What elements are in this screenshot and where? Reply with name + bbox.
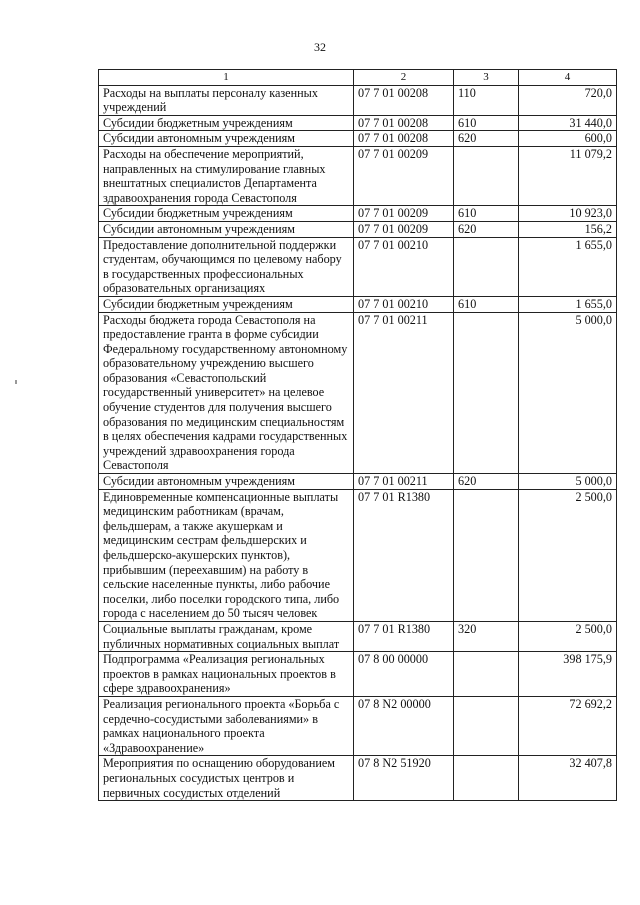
row-name: Расходы на обеспечение мероприятий, направленных на стимулирование главных внештатных специалистов Департамента здравоохранения города Севастополя (99, 146, 354, 205)
row-code: 07 7 01 00209 (354, 221, 454, 237)
row-code: 07 7 01 00210 (354, 237, 454, 296)
row-name: Субсидии бюджетным учреждениям (99, 206, 354, 222)
row-code: 07 7 01 R1380 (354, 489, 454, 621)
table-row (99, 489, 617, 621)
row-amount: 5 000,0 (519, 474, 617, 490)
row-type (454, 652, 519, 697)
row-type: 620 (454, 131, 519, 147)
table-row (99, 696, 617, 755)
row-type: 620 (454, 221, 519, 237)
row-type: 610 (454, 115, 519, 131)
row-amount: 5 000,0 (519, 312, 617, 474)
table-row (99, 756, 617, 801)
row-name: Предоставление дополнительной поддержки студентам, обучающимся по целевому набору в государственных профессиональных образовательных организациях (99, 237, 354, 296)
row-amount: 2 500,0 (519, 489, 617, 621)
row-code: 07 8 N2 51920 (354, 756, 454, 801)
row-type (454, 237, 519, 296)
header-row (99, 70, 617, 86)
table-row (99, 85, 617, 115)
row-code: 07 7 01 00209 (354, 146, 454, 205)
table-row (99, 474, 617, 490)
row-name: Субсидии автономным учреждениям (99, 221, 354, 237)
table-row (99, 221, 617, 237)
row-amount: 2 500,0 (519, 621, 617, 651)
row-type: 620 (454, 474, 519, 490)
row-type (454, 146, 519, 205)
row-code: 07 7 01 00210 (354, 296, 454, 312)
row-name: Социальные выплаты гражданам, кроме публичных нормативных социальных выплат (99, 621, 354, 651)
row-amount: 398 175,9 (519, 652, 617, 697)
row-type: 610 (454, 206, 519, 222)
row-name: Мероприятия по оснащению оборудованием региональных сосудистых центров и первичных сосудистых отделений (99, 756, 354, 801)
row-code: 07 7 01 00208 (354, 131, 454, 147)
row-type (454, 489, 519, 621)
table-row (99, 312, 617, 474)
row-code: 07 7 01 00211 (354, 312, 454, 474)
row-type: 110 (454, 85, 519, 115)
row-name: Субсидии бюджетным учреждениям (99, 296, 354, 312)
row-amount: 720,0 (519, 85, 617, 115)
table-row (99, 206, 617, 222)
row-name: Реализация регионального проекта «Борьба с сердечно-сосудистыми заболеваниями» в рамках национального проекта «Здравоохранение» (99, 696, 354, 755)
row-name: Расходы бюджета города Севастополя на предоставление гранта в форме субсидии Федеральному государственному автономному образовательному учреждению высшего образования «Севастопольский государственный университет» на целевое обучение студентов для получения высшего образования по медицинским специальностям в целях обеспечения кадрами государственных учреждений здравоохранения города Севастополя (99, 312, 354, 474)
row-amount: 156,2 (519, 221, 617, 237)
row-code: 07 7 01 00211 (354, 474, 454, 490)
row-type (454, 312, 519, 474)
row-amount: 1 655,0 (519, 237, 617, 296)
row-amount: 72 692,2 (519, 696, 617, 755)
table-row (99, 146, 617, 205)
row-code: 07 7 01 00208 (354, 85, 454, 115)
row-name: Субсидии автономным учреждениям (99, 131, 354, 147)
row-name: Подпрограмма «Реализация региональных проектов в рамках национальных проектов в сфере здравоохранения» (99, 652, 354, 697)
row-amount: 11 079,2 (519, 146, 617, 205)
row-amount: 10 923,0 (519, 206, 617, 222)
header-col-3: 3 (454, 70, 519, 86)
table-row (99, 131, 617, 147)
row-name: Субсидии автономным учреждениям (99, 474, 354, 490)
row-code: 07 7 01 00208 (354, 115, 454, 131)
row-code: 07 7 01 R1380 (354, 621, 454, 651)
row-name: Субсидии бюджетным учреждениям (99, 115, 354, 131)
header-col-2: 2 (354, 70, 454, 86)
row-amount: 31 440,0 (519, 115, 617, 131)
table-row (99, 237, 617, 296)
scan-speck (15, 380, 17, 384)
row-code: 07 7 01 00209 (354, 206, 454, 222)
row-type (454, 756, 519, 801)
table-row (99, 621, 617, 651)
row-amount: 600,0 (519, 131, 617, 147)
row-code: 07 8 N2 00000 (354, 696, 454, 755)
row-type (454, 696, 519, 755)
row-amount: 32 407,8 (519, 756, 617, 801)
budget-table (98, 69, 617, 801)
row-name: Единовременные компенсационные выплаты медицинским работникам (врачам, фельдшерам, а также акушеркам и медицинским сестрам фельдшерских и фельдшерско-акушерских пунктов), прибывшим (переехавшим) на работу в сельские населенные пункты, либо рабочие поселки, либо поселки городского типа, либо города с населением до 50 тысяч человек (99, 489, 354, 621)
row-type: 610 (454, 296, 519, 312)
table-row (99, 296, 617, 312)
table-row (99, 652, 617, 697)
row-code: 07 8 00 00000 (354, 652, 454, 697)
header-col-4: 4 (519, 70, 617, 86)
page-number: 32 (314, 40, 326, 54)
row-amount: 1 655,0 (519, 296, 617, 312)
table-row (99, 115, 617, 131)
row-type: 320 (454, 621, 519, 651)
row-name: Расходы на выплаты персоналу казенных учреждений (99, 85, 354, 115)
header-col-1: 1 (99, 70, 354, 86)
